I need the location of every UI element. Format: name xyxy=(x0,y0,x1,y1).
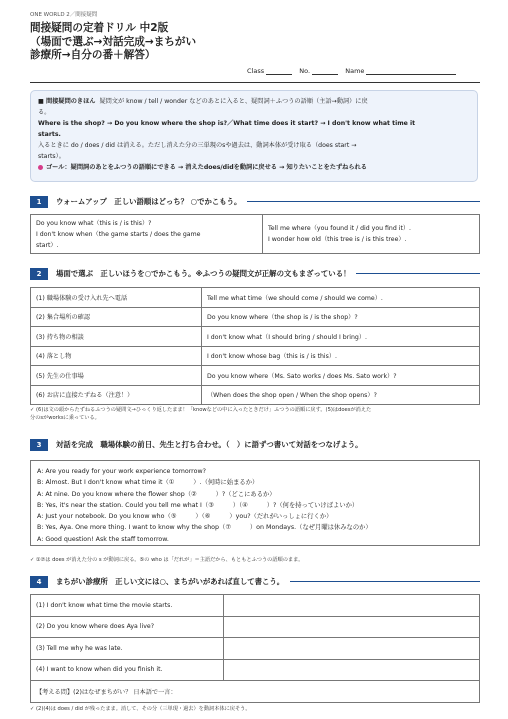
section-title: 場面で選ぶ 正しいほうを○でかこもう。※ふつうの疑問文が正解の文もまざっている！ xyxy=(56,269,351,278)
table-row xyxy=(31,616,480,638)
scene-choice[interactable]: I don't know what（I should bring / should I bring）. xyxy=(202,327,480,347)
section-1-header xyxy=(30,195,480,208)
class-label: Class xyxy=(247,67,265,75)
warmup-sentence: start）. xyxy=(36,241,59,249)
answer-cell[interactable] xyxy=(224,659,480,681)
dialogue-line[interactable]: B: Yes, Aya. One more thing. I want to know why the shop（⑦ ）on Mondays.（なぜ月曜は休みなのか） xyxy=(37,524,372,532)
dialogue-box xyxy=(30,460,480,546)
dialogue-line: A: Are you ready for your work experience tomorrow? xyxy=(37,468,206,475)
scene-label: (5) 先生の仕事場 xyxy=(31,366,202,386)
scene-choice[interactable]: （When does the shop open / When the shop opens）? xyxy=(202,385,480,405)
name-label: Name xyxy=(345,67,365,75)
answer-cell[interactable] xyxy=(224,638,480,660)
answer-cell[interactable] xyxy=(224,595,480,617)
scene-table xyxy=(30,287,480,405)
intro-text: starts）。 xyxy=(38,153,65,160)
table-row xyxy=(31,385,480,405)
section-number: 3 xyxy=(30,439,48,451)
section-title: まちがい診療所 正しい文には○、まちがいがあれば直して書こう。 xyxy=(56,577,285,586)
note-text: 分のsがworksに乗っている。 xyxy=(30,415,100,421)
section-4-header xyxy=(30,575,480,588)
section-number: 2 xyxy=(30,268,48,280)
section-rule xyxy=(290,581,480,582)
warmup-sentence: Tell me where（you found it / did you find it）. xyxy=(268,225,412,232)
number-blank[interactable] xyxy=(312,66,338,75)
class-blank[interactable] xyxy=(266,66,292,75)
scene-choice[interactable]: Do you know where（Ms. Sato works / does Ms. Sato work）? xyxy=(202,366,480,386)
title-line: （場面で選ぶ→対話完成→まちがい xyxy=(30,35,197,48)
dialogue-line[interactable]: A: Just your notebook. Do you know who（⑤ ）（⑥ ）you?（だれがいっしょに行くか） xyxy=(37,513,333,521)
error-clinic-table xyxy=(30,594,480,703)
intro-example: starts. xyxy=(38,131,61,138)
section-title: 対話を完成 職場体験の前日、先生と打ち合わせ。（ ）に語ずつ書いて対話をつなげよう。 xyxy=(56,440,363,449)
section-number: 4 xyxy=(30,576,48,588)
target-icon xyxy=(38,165,43,170)
table-row xyxy=(31,595,480,617)
page-title xyxy=(30,22,196,63)
warmup-sentence: I don't know when（the game starts / does the game xyxy=(36,230,201,238)
table-row xyxy=(31,327,480,347)
table-row xyxy=(31,215,480,254)
dialogue-line[interactable]: B: Yes, it's near the station. Could you tell me what I（③ ）（④ ）?（何を持っていけばよいか） xyxy=(37,501,359,509)
section-rule xyxy=(247,201,480,202)
table-row xyxy=(31,638,480,660)
intro-example: Where is the shop? → Do you know where the shop is?／What time does it start? → I don't know what time it xyxy=(38,120,416,127)
scene-label: (6) お店に直接たずねる（注意！） xyxy=(31,385,202,405)
think-question[interactable]: 【考える問】(2)はなぜまちがい？ 日本語で一言： xyxy=(31,681,480,703)
section-rule xyxy=(356,273,480,274)
warmup-cell[interactable] xyxy=(263,215,480,254)
scene-choice[interactable]: I don't know whose bag（this is / is this）. xyxy=(202,346,480,366)
section-4-note: ✓ (2)(4)は does / did が残ったまま。消して、その分（三単現・過去）を動詞本体に戻そう。 xyxy=(30,706,251,712)
scene-choice[interactable]: Tell me what time（we should come / should we come）. xyxy=(202,288,480,308)
section-2-note xyxy=(30,406,480,422)
table-row xyxy=(31,346,480,366)
header-divider xyxy=(30,82,480,83)
intro-text: 疑問文が know / tell / wonder などのあとに入ると、疑問詞＋ふつうの語順（主語→動詞）に戻 xyxy=(99,98,368,105)
dialogue-line[interactable]: A: At nine. Do you know where the flower shop（② ）?（どこにあるか） xyxy=(37,490,276,498)
scene-label: (2) 集合場所の確認 xyxy=(31,307,202,327)
scene-label: (1) 職場体験の受け入れ先へ電話 xyxy=(31,288,202,308)
clinic-sentence: (3) Tell me why he was late. xyxy=(31,638,224,660)
intro-text: る。 xyxy=(38,109,51,116)
section-number: 1 xyxy=(30,196,48,208)
table-row xyxy=(31,366,480,386)
table-row xyxy=(31,288,480,308)
clinic-sentence: (4) I want to know when did you finish it. xyxy=(31,659,224,681)
intro-box xyxy=(30,90,478,182)
clinic-sentence: (1) I don't know what time the movie starts. xyxy=(31,595,224,617)
section-3-note: ✓ ①⑦は does が消えた分の s が動詞に戻る。⑤の who は「だれが」＝主語だから、もともとふつうの語順のまま。 xyxy=(30,557,304,563)
section-title: ウォームアップ 正しい語順はどっち？ ○でかこもう。 xyxy=(56,197,242,206)
warmup-sentence: Do you know what（this is / is this）? xyxy=(36,219,152,227)
series-label: ONE WORLD 2／間接疑問 xyxy=(30,12,98,18)
title-line: 診療所→自分の番＋解答） xyxy=(30,49,156,61)
name-blank[interactable] xyxy=(366,66,456,75)
scene-choice[interactable]: Do you know where（the shop is / is the shop）? xyxy=(202,307,480,327)
scene-label: (4) 落とし物 xyxy=(31,346,202,366)
intro-heading: ■ 間接疑問のきほん xyxy=(38,98,96,105)
warmup-cell[interactable] xyxy=(31,215,263,254)
scene-label: (3) 持ち物の相談 xyxy=(31,327,202,347)
student-info-line xyxy=(247,66,461,75)
dialogue-line: A: Good question! Ask the staff tomorrow. xyxy=(37,535,169,543)
answer-cell[interactable] xyxy=(224,616,480,638)
clinic-sentence: (2) Do you know where does Aya live? xyxy=(31,616,224,638)
dialogue-line[interactable]: B: Almost. But I don't know what time it（① ）.（何時に始まるか） xyxy=(37,479,259,487)
warmup-table xyxy=(30,214,480,254)
note-text: ✓ (6)は文の頭からたずねるふつうの疑問文→ひっくり返したまま！「knowなどの中に入ったときだけ」ふつうの語順に戻す。(5)はdoesが消えた xyxy=(30,407,372,413)
intro-text: 入るときに do / does / did は消える。ただし消えた分の三単現のsや過去は、動詞本体が受け取る（does start → xyxy=(38,142,357,149)
number-label: No. xyxy=(299,67,311,75)
warmup-sentence: I wonder how old（this tree is / is this tree）. xyxy=(268,236,407,243)
section-3-header xyxy=(30,438,480,451)
section-2-header xyxy=(30,267,480,280)
table-row xyxy=(31,659,480,681)
table-row xyxy=(31,681,480,703)
intro-goal: ゴール：疑問詞のあとをふつうの語順にできる → 消えたdoes/didを動詞に戻せる → 知りたいことをたずねられる xyxy=(46,164,367,171)
title-line: 間接疑問の定着ドリル 中2版 xyxy=(30,22,169,34)
table-row xyxy=(31,307,480,327)
